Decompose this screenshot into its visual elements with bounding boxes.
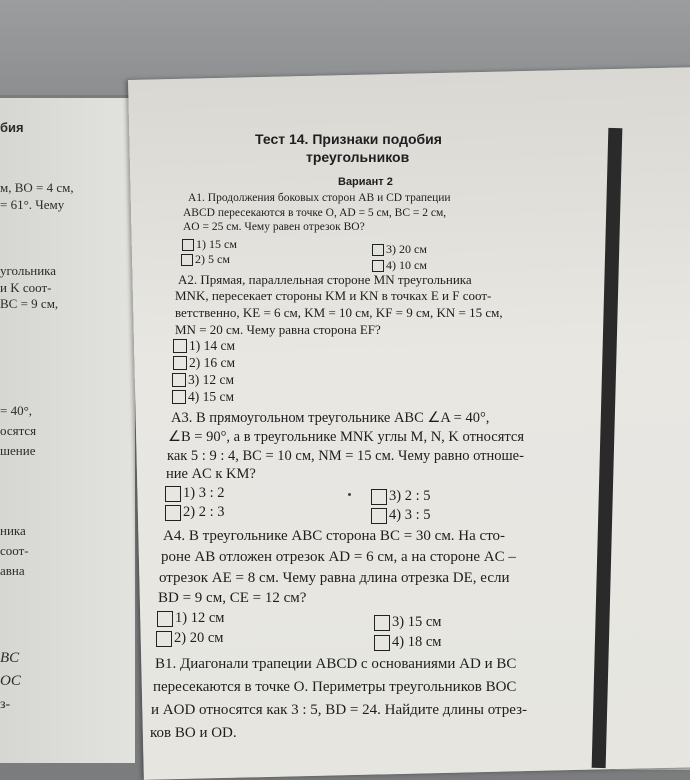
answer-option-a4-1[interactable]: 1) 12 см	[157, 610, 224, 627]
checkbox-icon	[371, 489, 387, 505]
checkbox-icon	[172, 390, 186, 404]
left-fragment: = 61°. Чему	[0, 197, 65, 212]
checkbox-icon	[165, 505, 181, 521]
question-a4-line: А4. В треугольнике ABC сторона BC = 30 см. На сто-	[163, 528, 506, 544]
answer-option-a4-3[interactable]: 3) 15 см	[374, 614, 441, 631]
left-fragment: авна	[0, 563, 25, 578]
left-fragment: OC	[0, 673, 21, 689]
checkbox-icon	[182, 239, 194, 251]
question-b1-line: пересекаются в точке O. Периметры треугольников BOC	[153, 679, 517, 695]
left-fragment: з-	[0, 697, 11, 712]
checkbox-icon	[173, 356, 187, 370]
question-a2-line: MN = 20 см. Чему равна сторона EF?	[175, 322, 381, 337]
answer-option-a2-2[interactable]: 2) 16 см	[173, 355, 235, 371]
answer-option-a3-2[interactable]: 2) 2 : 3	[165, 504, 224, 521]
left-fragment: бия	[0, 120, 24, 135]
question-b1-line: В1. Диагонали трапеции ABCD с основаниями AD и BC	[155, 656, 517, 672]
question-a3-line: ние AC к KM?	[166, 466, 256, 482]
answer-option-a2-3[interactable]: 3) 12 см	[172, 372, 234, 388]
left-fragment: и K соот-	[0, 280, 52, 295]
question-a3-line: А3. В прямоугольном треугольнике ABC ∠A = 40°,	[171, 410, 490, 426]
answer-option-a1-4[interactable]: 4) 10 см	[372, 258, 427, 273]
test-title-cont: треугольников	[306, 149, 410, 165]
checkbox-icon	[374, 615, 390, 631]
question-a3-line: как 5 : 9 : 4, BC = 10 см, NM = 15 см. Чему равно отноше-	[167, 448, 524, 464]
variant-label: Вариант 2	[338, 176, 393, 188]
answer-option-a2-4[interactable]: 4) 15 см	[172, 389, 234, 405]
answer-option-a4-4[interactable]: 4) 18 см	[374, 634, 441, 651]
answer-option-a3-4[interactable]: 4) 3 : 5	[371, 507, 430, 524]
question-a1-line: AO = 25 см. Чему равен отрезок BO?	[183, 221, 365, 233]
checkbox-icon	[165, 486, 181, 502]
left-fragment: BC	[0, 650, 20, 666]
left-fragment: угольника	[0, 263, 57, 278]
answer-option-a1-1[interactable]: 1) 15 см	[182, 237, 237, 252]
question-a1-line: ABCD пересекаются в точке O, AD = 5 см, BC = 2 см,	[183, 207, 447, 219]
checkbox-icon	[181, 254, 193, 266]
answer-option-a1-3[interactable]: 3) 20 см	[372, 242, 427, 257]
question-a2-line: А2. Прямая, параллельная стороне MN треугольника	[178, 272, 472, 287]
checkbox-icon	[371, 508, 387, 524]
question-a4-line: роне AB отложен отрезок AD = 6 см, а на стороне AC –	[161, 549, 516, 565]
checkbox-icon	[157, 611, 173, 627]
checkbox-icon	[156, 631, 172, 647]
checkbox-icon	[372, 244, 384, 256]
left-fragment: шение	[0, 443, 36, 458]
answer-option-a1-2[interactable]: 2) 5 см	[181, 252, 230, 267]
left-fragment: BC = 9 см,	[0, 296, 59, 311]
pencil-dot	[348, 493, 351, 496]
left-fragment: соот-	[0, 543, 29, 558]
answer-option-a3-3[interactable]: 3) 2 : 5	[371, 488, 430, 505]
question-a4-line: отрезок AE = 8 см. Чему равна длина отрезка DE, если	[159, 570, 510, 586]
checkbox-icon	[372, 260, 384, 272]
test-title: Тест 14. Признаки подобия	[255, 131, 442, 147]
question-a3-line: ∠B = 90°, а в треугольнике MNK углы M, N, K относятся	[168, 429, 525, 445]
left-fragment: = 40°,	[0, 403, 33, 418]
left-fragment: ника	[0, 523, 26, 538]
question-b1-line: ков BO и OD.	[150, 725, 237, 741]
answer-option-a4-2[interactable]: 2) 20 см	[156, 630, 223, 647]
checkbox-icon	[374, 635, 390, 651]
checkbox-icon	[172, 373, 186, 387]
question-a2-line: ветственно, KE = 6 см, KM = 10 см, KF = 9 см, KN = 15 см,	[175, 305, 503, 320]
question-b1-line: и AOD относятся как 3 : 5, BD = 24. Найдите длины отрез-	[151, 702, 528, 718]
question-a1-line: А1. Продолжения боковых сторон AB и CD трапеции	[188, 192, 451, 204]
answer-option-a2-1[interactable]: 1) 14 см	[173, 338, 235, 354]
question-a4-line: BD = 9 см, CE = 12 см?	[158, 590, 307, 606]
answer-option-a3-1[interactable]: 1) 3 : 2	[165, 485, 224, 502]
question-a2-line: MNK, пересекает стороны KM и KN в точках E и F соот-	[175, 288, 492, 303]
left-fragment: осятся	[0, 423, 37, 438]
checkbox-icon	[173, 339, 187, 353]
left-fragment: м, BO = 4 см,	[0, 180, 74, 195]
